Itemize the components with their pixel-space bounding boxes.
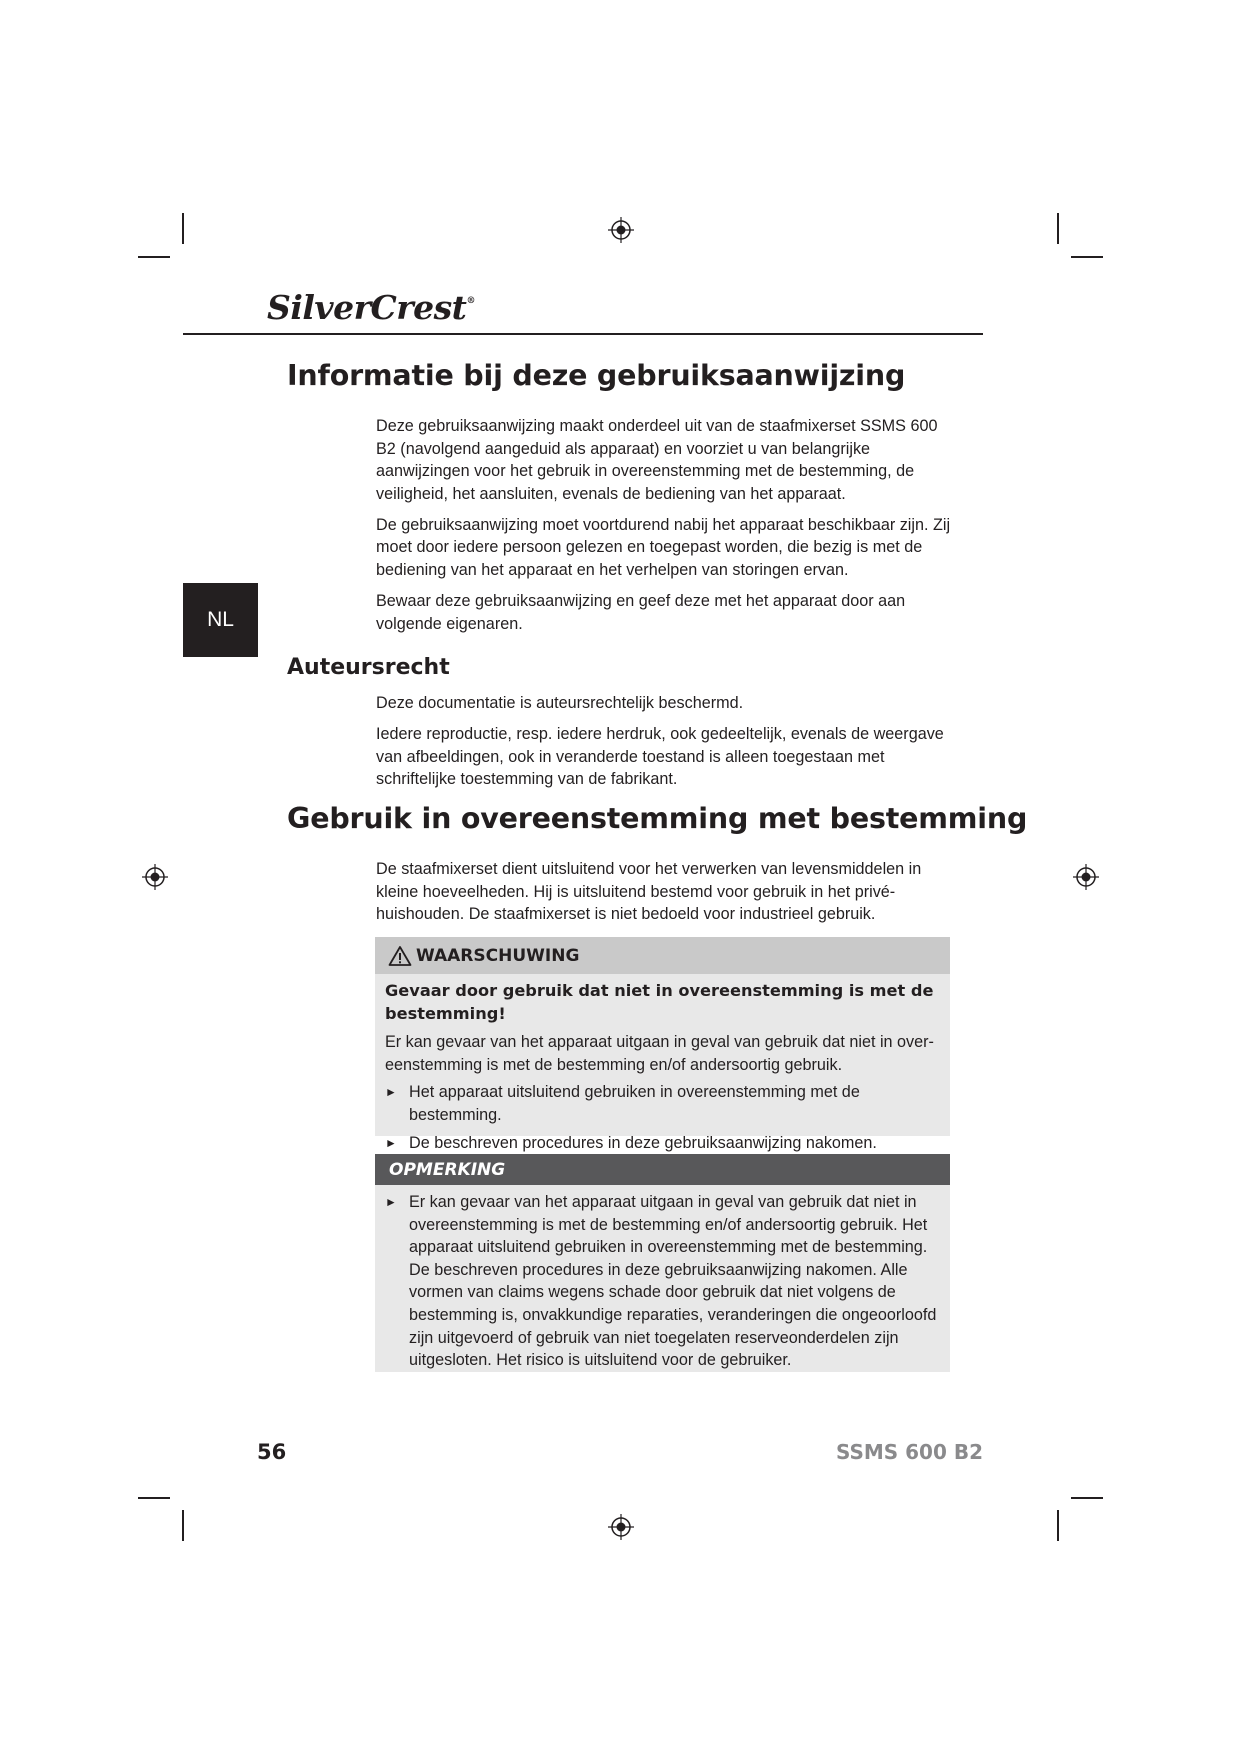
registration-mark-icon xyxy=(142,864,168,890)
arrow-right-icon: ► xyxy=(385,1135,397,1150)
paragraph: Bewaar deze gebruiksaanwijzing en geef deze met het apparaat door aan volgende eigenaren. xyxy=(376,592,906,633)
note-header xyxy=(375,1154,950,1185)
header-rule xyxy=(183,333,983,335)
section-body xyxy=(376,858,956,934)
list-item xyxy=(385,1081,940,1126)
warning-header xyxy=(375,937,950,974)
section-title: Informatie bij deze gebruiksaanwijzing xyxy=(287,359,906,392)
brand-logo: SilverCrest® xyxy=(267,288,475,327)
warning-title: Gevaar door gebruik dat niet in overeenstemming is met de bestemming! xyxy=(385,981,934,1023)
crop-mark xyxy=(182,1510,184,1541)
crop-mark xyxy=(1071,1497,1103,1499)
section-title: Gebruik in overeenstemming met bestemming xyxy=(287,802,1028,835)
list-item-text: De beschreven procedures in deze gebruiksaanwijzing nakomen. xyxy=(409,1133,877,1152)
language-tab xyxy=(183,583,258,657)
arrow-right-icon: ► xyxy=(385,1085,397,1100)
registration-mark-icon xyxy=(608,217,634,243)
paragraph: Deze gebruiksaanwijzing maakt onderdeel uit van de staafmixerset SSMS 600 B2 (navolgend aangeduid als apparaat) en voorziet u van belangrijke aanwijzingen voor het gebruik in overeenstemming met de bestemming, de veiligheid, het aansluiten, evenals de bediening van het apparaat. xyxy=(376,417,938,503)
warning-body xyxy=(375,974,950,1154)
model-name: SSMS 600 B2 xyxy=(835,1440,983,1464)
warning-box xyxy=(375,937,950,1152)
registration-mark-icon xyxy=(1073,864,1099,890)
paragraph: Deze documentatie is auteursrechtelijk beschermd. xyxy=(376,694,744,712)
note-box xyxy=(375,1154,950,1372)
paragraph: De gebruiksaanwijzing moet voortdurend nabij het apparaat beschikbaar zijn. Zij moet door iedere persoon gelezen en toegepast worden, die bezig is met de bediening van het apparaat en het verhelpen van storingen ervan. xyxy=(376,515,951,580)
list-item xyxy=(385,1132,940,1155)
list-item-text: Er kan gevaar van het apparaat uitgaan in geval van gebruik dat niet in overeenstemming is met de bestemming en/of andersoortig gebruik. Het apparaat uitsluitend gebruiken in overeenstemming met de bestemming. De beschreven procedures in deze gebruiksaanwijzing nakomen. Alle vormen van claims wegens schade door gebruik dat niet volgens de bestemming is, onvakkundige reparaties, veranderingen die ongeoorloofd zijn uitgevoerd of gebruik van niet toegelaten reserveonderdelen zijn uitgesloten. Het risico is uitsluitend voor de gebruiker. xyxy=(409,1193,937,1370)
arrow-right-icon: ► xyxy=(385,1195,397,1209)
note-label: OPMERKING xyxy=(389,1159,506,1180)
section-body xyxy=(376,692,956,799)
crop-mark xyxy=(138,1497,170,1499)
paragraph: Iedere reproductie, resp. iedere herdruk, ook gedeeltelijk, evenals de weergave van afbeeldingen, ook in veranderde toestand is alleen toegestaan met schriftelijke toestemming van de fabrikant. xyxy=(376,725,944,789)
crop-mark xyxy=(138,256,170,258)
crop-mark xyxy=(1057,213,1059,244)
list-item-text: Het apparaat uitsluitend gebruiken in overeenstemming met de bestemming. xyxy=(409,1083,860,1124)
crop-mark xyxy=(182,213,184,244)
language-label: NL xyxy=(207,608,234,631)
section-body xyxy=(376,415,956,644)
paragraph: De staafmixerset dient uitsluitend voor het verwerken van levensmiddelen in kleine hoeveelheden. Hij is uitsluitend bestemd voor gebruik in het privé-huishouden. De staafmixerset is niet bedoeld voor industrieel gebruik. xyxy=(376,860,922,924)
warning-text: Er kan gevaar van het apparaat uitgaan in geval van gebruik dat niet in overeenstemming is met de bestemming en/of andersoortig gebruik. xyxy=(385,1033,934,1074)
note-body xyxy=(375,1185,950,1372)
crop-mark xyxy=(1057,1510,1059,1541)
warning-label: WAARSCHUWING xyxy=(416,945,580,966)
registration-mark-icon xyxy=(608,1514,634,1540)
section-subtitle: Auteursrecht xyxy=(287,655,450,680)
page-number: 56 xyxy=(257,1440,287,1464)
crop-mark xyxy=(1071,256,1103,258)
warning-triangle-icon xyxy=(388,945,412,967)
list-item xyxy=(385,1191,940,1372)
